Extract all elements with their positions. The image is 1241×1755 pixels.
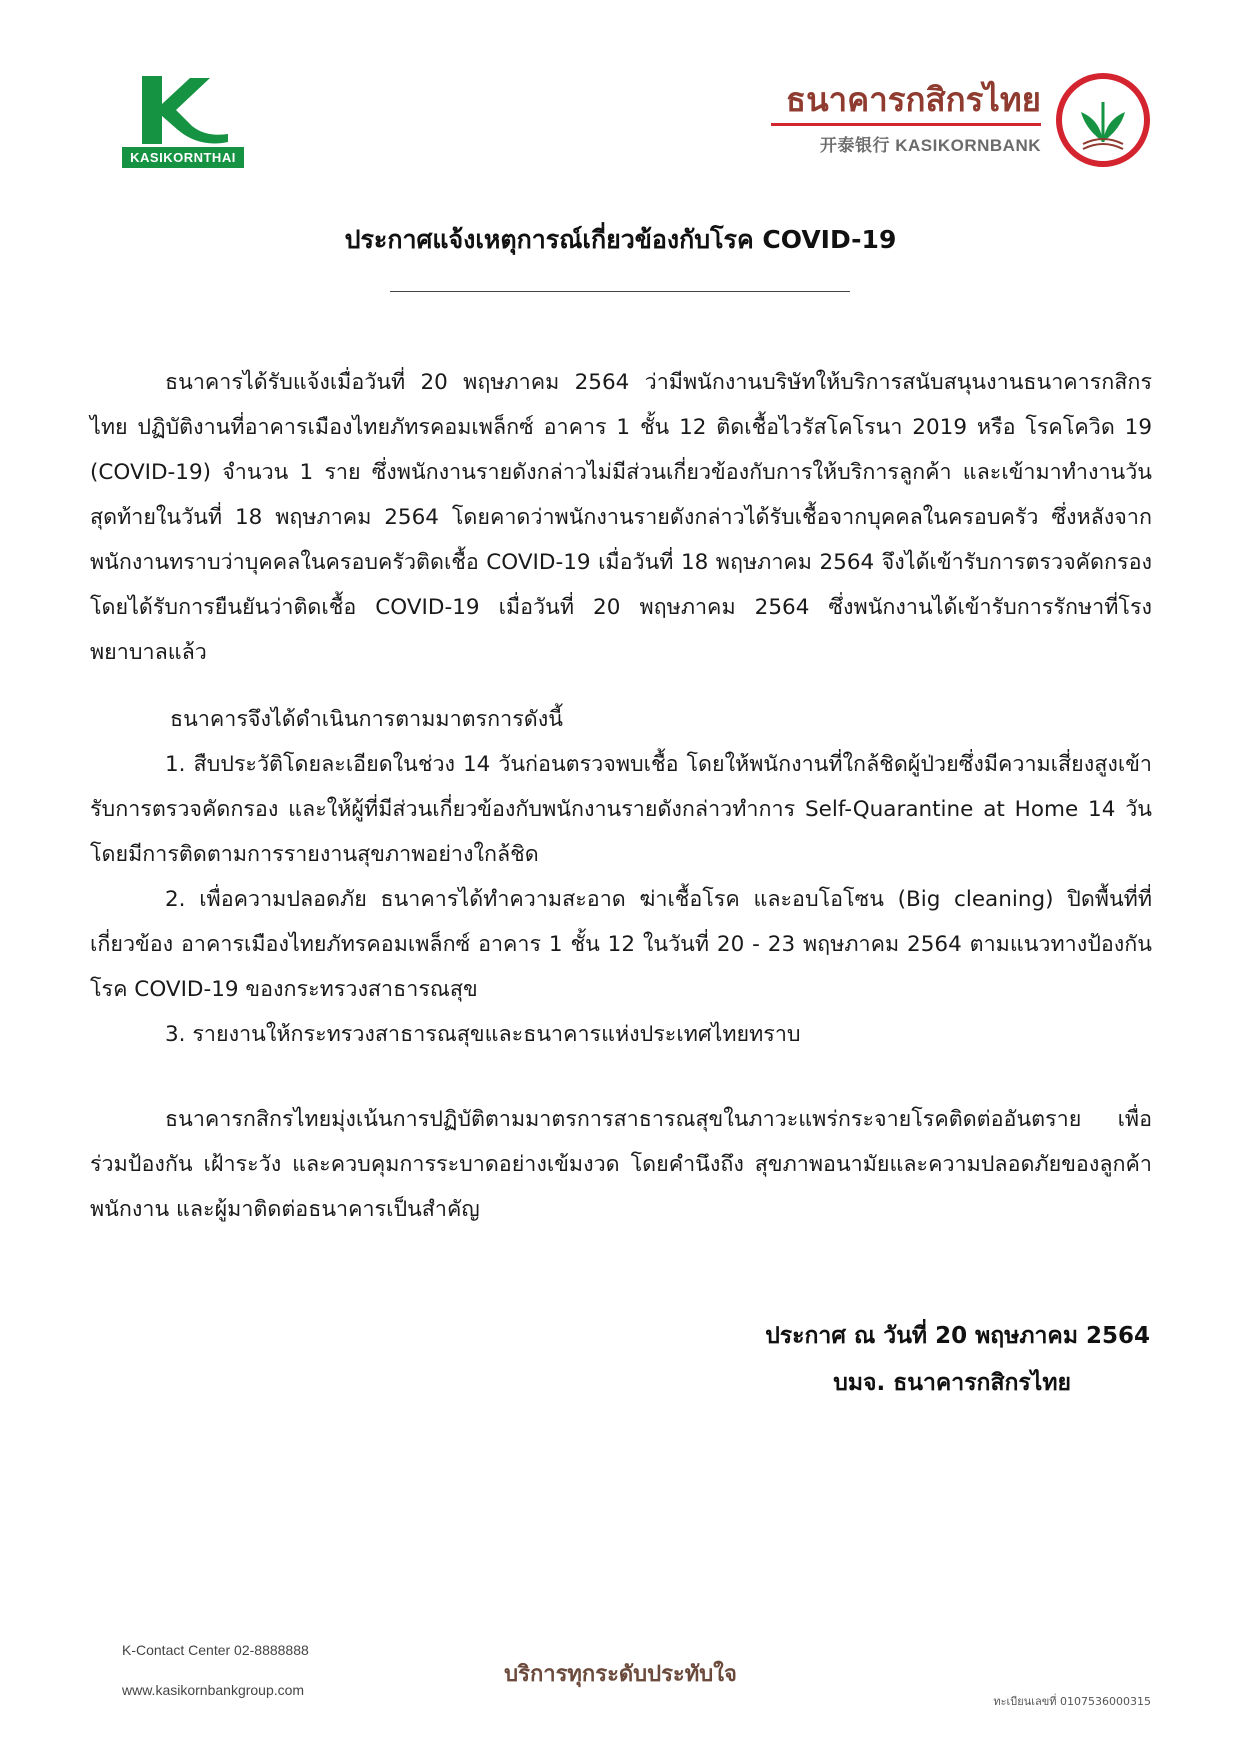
title-underline [390,291,850,292]
slogan: บริการทุกระดับประทับใจ [504,1662,737,1687]
paragraph-incident: ธนาคารได้รับแจ้งเมื่อวันที่ 20 พฤษภาคม 2564 ว่ามีพนักงานบริษัทให้บริการสนับสนุนงานธนาคารกสิกรไทย ปฏิบัติงานที่อาคารเมืองไทยภัทรคอมเพล็กซ์ อาคาร 1 ชั้น 12 ติดเชื้อไวรัสโคโรนา 2019 หรือ โรคโควิด 19 (COVID-19) จำนวน 1 ราย ซึ่งพนักงานรายดังกล่าวไม่มีส่วนเกี่ยวข้องกับการให้บริการลูกค้า และเข้ามาทำงานวันสุดท้ายในวันที่ 18 พฤษภาคม 2564 โดยคาดว่าพนักงานรายดังกล่าวได้รับเชื้อจากบุคคลในครอบครัว ซึ่งหลังจากพนักงานทราบว่าบุคคลในครอบครัวติดเชื้อ COVID-19 เมื่อวันที่ 18 พฤษภาคม 2564 จึงได้เข้ารับการตรวจคัดกรอง โดยได้รับการยืนยันว่าติดเชื้อ COVID-19 เมื่อวันที่ 20 พฤษภาคม 2564 ซึ่งพนักงานได้เข้ารับการรักษาที่โรงพยาบาลแล้ว [90,370,1152,665]
measure-item-1: 1. สืบประวัติโดยละเอียดในช่วง 14 วันก่อนตรวจพบเชื้อ โดยให้พนักงานที่ใกล้ชิดผู้ป่วยซึ่งมีความเสี่ยงสูงเข้ารับการตรวจคัดกรอง และให้ผู้ที่มีส่วนเกี่ยวข้องกับพนักงานรายดังกล่าวทำการ Self-Quarantine at Home 14 วัน โดยมีการติดตามการรายงานสุขภาพอย่างใกล้ชิด [90,752,1152,867]
measure-item-3: 3. รายงานให้กระทรวงสาธารณสุขและธนาคารแห่งประเทศไทยทราบ [165,1022,801,1047]
logo-label: KASIKORNTHAI [122,147,244,168]
kasikornthai-logo [122,76,244,168]
k-leaf-icon [132,76,232,148]
signing-organization: บมจ. ธนาคารกสิกรไทย [833,1370,1071,1396]
website: www.kasikornbankgroup.com [122,1682,305,1698]
announcement-title: ประกาศแจ้งเหตุการณ์เกี่ยวข้องกับโรค COVID-19 [344,225,897,254]
contact-center: K-Contact Center 02-8888888 [122,1642,309,1658]
measure-item-2: 2. เพื่อความปลอดภัย ธนาคารได้ทำความสะอาด ฆ่าเชื้อโรค และอบโอโซน (Big cleaning) ปิดพื้นที่ที่เกี่ยวข้อง อาคารเมืองไทยภัทรคอมเพล็กซ์ อาคาร 1 ชั้น 12 ในวันที่ 20 - 23 พฤษภาคม 2564 ตามแนวทางป้องกันโรค COVID-19 ของกระทรวงสาธารณสุข [90,887,1152,1002]
kbank-seal-icon [1055,72,1151,168]
measures-intro: ธนาคารจึงได้ดำเนินการตามมาตรการดังนี้ [170,707,563,732]
bank-name-english: 开泰银行 KASIKORNBANK [820,136,1041,155]
bank-name-thai: ธนาคารกสิกรไทย [785,80,1041,119]
bank-name-block [711,80,1041,156]
registration-number: ทะเบียนเลขที่ 0107536000315 [993,1695,1151,1708]
announcement-date: ประกาศ ณ วันที่ 20 พฤษภาคม 2564 [765,1323,1150,1349]
bank-name-divider [771,123,1041,126]
paragraph-closing: ธนาคารกสิกรไทยมุ่งเน้นการปฏิบัติตามมาตรการสาธารณสุขในภาวะแพร่กระจายโรคติดต่ออันตราย เพื่อร่วมป้องกัน เฝ้าระวัง และควบคุมการระบาดอย่างเข้มงวด โดยคำนึงถึง สุขภาพอนามัยและความปลอดภัยของลูกค้า พนักงาน และผู้มาติดต่อธนาคารเป็นสำคัญ [90,1107,1152,1222]
